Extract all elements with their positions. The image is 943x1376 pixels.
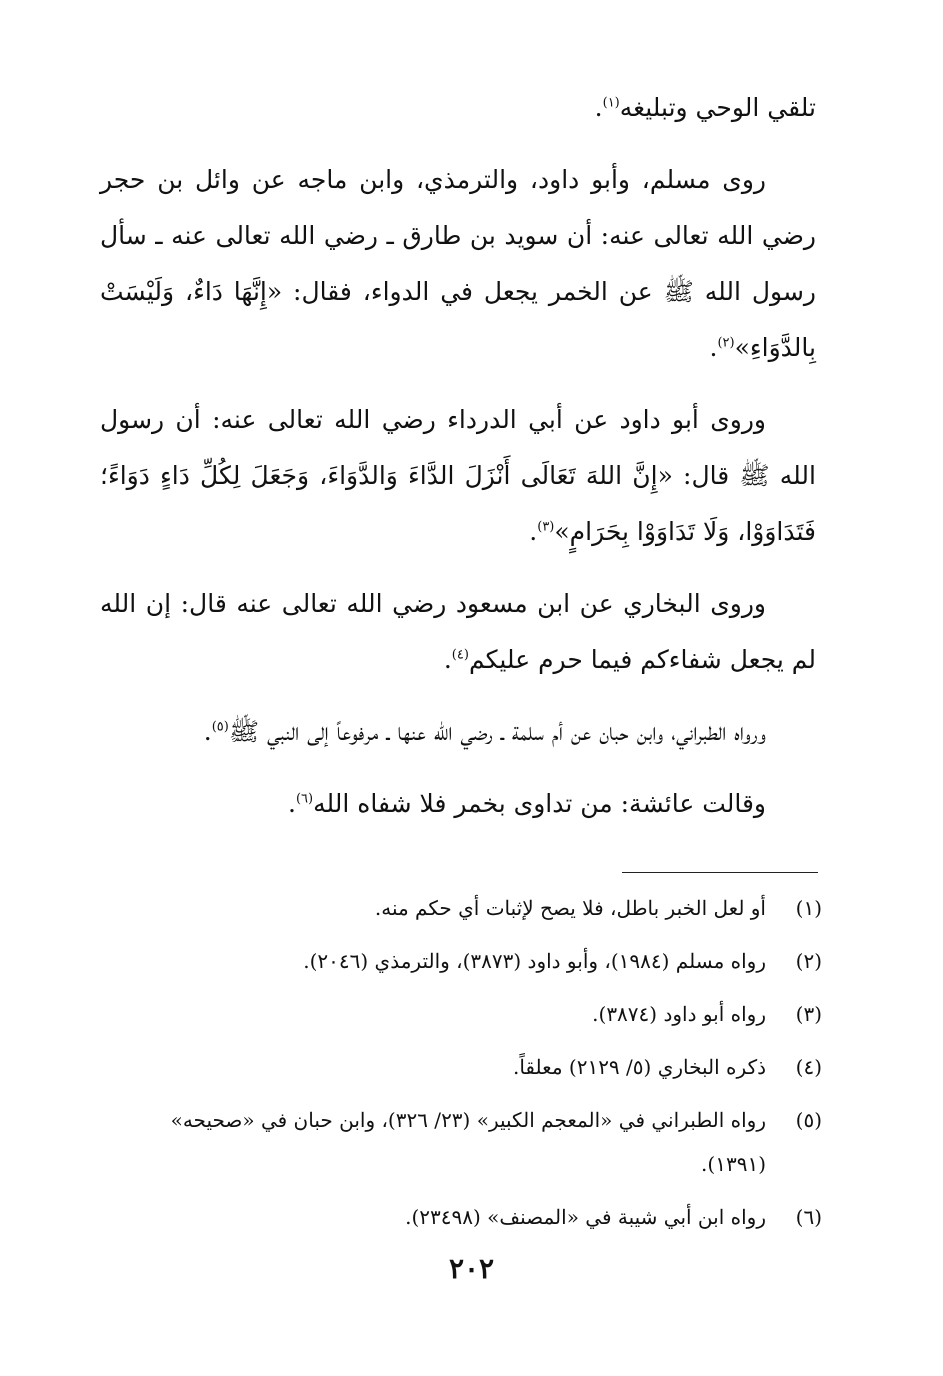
footnote-divider <box>622 872 818 873</box>
footnote-ref-6[interactable]: (٦) <box>295 791 314 807</box>
paragraph-2: روى مسلم، وأبو داود، والترمذي، وابن ماجه عن وائل بن حجر رضي الله تعالى عنه: أن سويد بن طارق ـ رضي الله تعالى عنه ـ سأل رسول الله ﷺ عن الخمر يجعل في الدواء، فقال: «إِنَّهَا دَاءٌ، وَلَيْسَتْ بِالدَّوَاءِ»$^{(٢)}$. <box>100 165 816 362</box>
footnote-text: رواه أبو داود (٣٨٧٤). <box>592 1002 766 1026</box>
paragraph-4: وروى البخاري عن ابن مسعود رضي الله تعالى عنه قال: إن الله لم يجعل شفاءكم فيما حرم عليكم$^{(٤)}$. <box>100 589 816 674</box>
footnote-3 <box>110 992 822 1036</box>
footnotes <box>110 886 822 1248</box>
footnote-2 <box>110 939 822 983</box>
footnote-number: (٥) <box>795 1108 822 1132</box>
footnote-ref-1[interactable]: (١) <box>602 95 620 111</box>
footnote-6 <box>110 1195 822 1239</box>
footnote-text: رواه ابن أبي شيبة في «المصنف» (٢٣٤٩٨). <box>405 1205 766 1229</box>
page-number: ٢٠٢ <box>448 1252 495 1285</box>
footnote-text: أو لعل الخبر باطل، فلا يصح لإثبات أي حكم منه. <box>374 896 766 920</box>
footnote-text: رواه الطبراني في «المعجم الكبير» (٢٣/ ٣٢٦)، وابن حبان في «صحيحه» (١٣٩١). <box>170 1108 766 1176</box>
footnote-ref-5[interactable]: (٥) <box>211 719 229 735</box>
footnote-5 <box>110 1098 822 1186</box>
footnote-ref-4[interactable]: (٤) <box>451 647 469 663</box>
paragraph-1: تلقي الوحي وتبليغه$^{(١)}$. <box>594 93 816 122</box>
footnote-number: (٣) <box>795 1002 822 1026</box>
main-text <box>100 80 816 848</box>
paragraph-3: وروى أبو داود عن أبي الدرداء رضي الله تعالى عنه: أن رسول الله ﷺ قال: «إِنَّ اللهَ تَعَالَى أَنْزَلَ الدَّاءَ وَالدَّوَاءَ، وَجَعَلَ لِكُلِّ دَاءٍ دَوَاءً؛ فَتَدَاوَوْا، وَلَا تَدَاوَوْا بِحَرَامٍ»$^{(٣)}$. <box>100 405 816 546</box>
footnote-4 <box>110 1045 822 1089</box>
footnote-text: رواه مسلم (١٩٨٤)، وأبو داود (٣٨٧٣)، والترمذي (٢٠٤٦). <box>303 949 766 973</box>
footnote-ref-2[interactable]: (٢) <box>717 335 735 351</box>
footnote-number: (٦) <box>795 1205 822 1229</box>
paragraph-6: وقالت عائشة: من تداوى بخمر فلا شفاه الله$^{(٦)}$. <box>288 789 766 818</box>
footnote-text: ذكره البخاري (٥/ ٢١٢٩) معلقاً. <box>512 1055 766 1079</box>
footnote-number: (٤) <box>795 1055 822 1079</box>
footnote-number: (٢) <box>795 949 822 973</box>
footnote-1 <box>110 886 822 930</box>
footnote-ref-3[interactable]: (٣) <box>537 519 555 535</box>
footnote-number: (١) <box>795 896 822 920</box>
paragraph-5: ورواه الطبراني، وابن حبان عن أم سلمة ـ رضي الله عنها ـ مرفوعاً إلى النبي ﷺ$^{(٥)}$. <box>203 717 766 746</box>
